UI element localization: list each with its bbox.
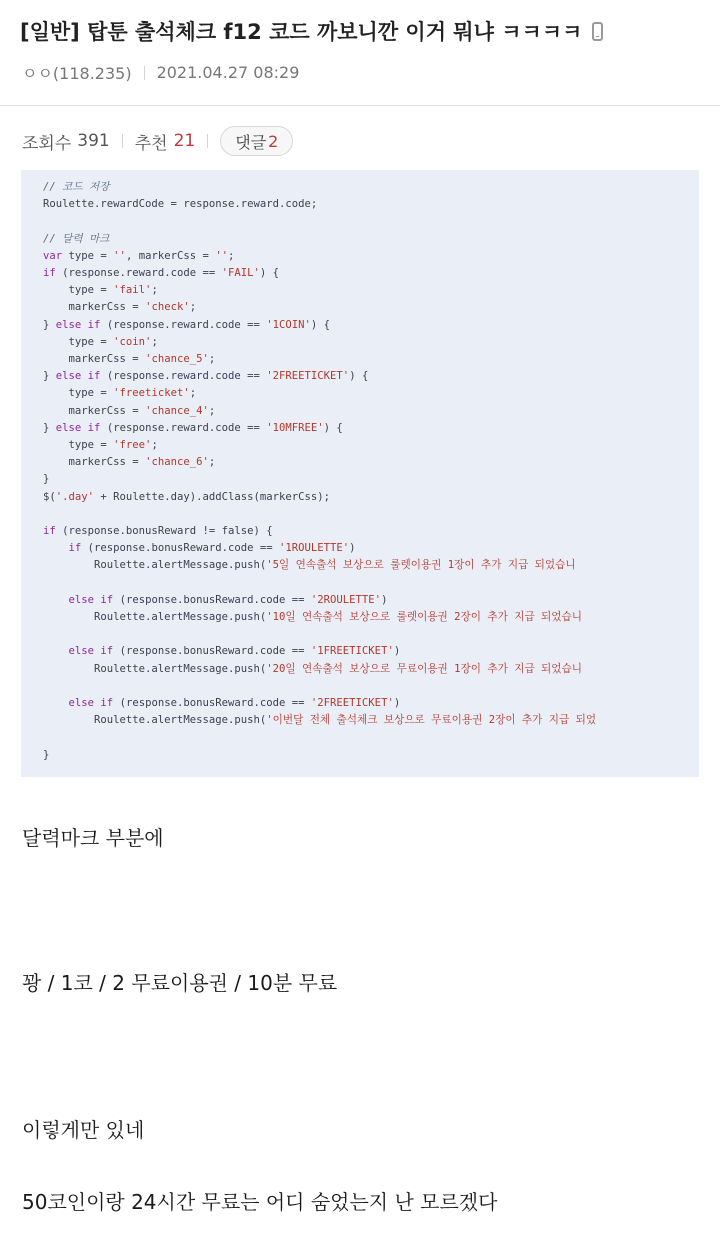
views-count: 391 (77, 131, 110, 151)
stats-divider (122, 134, 123, 148)
code-line: // 코드 저장 (43, 181, 110, 193)
recommend-label: 추천 (134, 133, 168, 154)
post-title (20, 16, 700, 46)
code-line: Roulette.alertMessage.push('10일 연속출석 보상으로 룰렛이용권 2장이 추가 지급 되었습니 (43, 611, 582, 624)
code-line (43, 506, 699, 523)
code-line (43, 213, 699, 230)
body-paragraph: 50코인이랑 24시간 무료는 어디 숨었는지 난 모르겠다 (22, 1190, 498, 1214)
code-line: else if (response.bonusReward.code == '2ROULETTE') (68, 593, 388, 606)
comments-label: 댓글 (235, 132, 267, 152)
code-screenshot (21, 170, 699, 777)
code-line: else if (response.bonusReward.code == '1FREETICKET') (68, 645, 401, 658)
code-line: Roulette.alertMessage.push('5일 연속출석 보상으로 룰렛이용권 1장이 추가 지급 되었습니 (43, 559, 576, 572)
code-line: if (response.bonusReward.code == '1ROULETTE') (68, 542, 356, 555)
code-line (43, 626, 699, 643)
code-line: var type = '', markerCss = ''; (43, 249, 235, 262)
body-paragraph: 꽝 / 1코 / 2 무료이용권 / 10분 무료 (22, 971, 338, 995)
code-line: } else if (response.reward.code == '2FREETICKET') { (43, 370, 369, 383)
code-line: Roulette.alertMessage.push('20일 연속출석 보상으로 무료이용권 1장이 추가 지급 되었습니 (43, 662, 582, 675)
code-line: markerCss = 'chance_4'; (43, 404, 216, 417)
mobile-phone-icon (592, 22, 603, 41)
code-line: } else if (response.reward.code == '10MFREE') { (43, 421, 343, 434)
post-title-text: [일반] 탑툰 출석체크 f12 코드 까보니깐 이거 뭐냐 ㅋㅋㅋㅋ (20, 20, 583, 44)
code-line: if (response.reward.code == 'FAIL') { (43, 267, 280, 279)
comments-button[interactable] (220, 126, 293, 156)
code-line: type = 'fail'; (43, 284, 158, 297)
body-paragraph: 달력마크 부분에 (22, 826, 164, 850)
code-line (43, 729, 699, 746)
code-line (43, 575, 699, 592)
post-stats (22, 126, 293, 156)
post-date: 2021.04.27 08:29 (156, 63, 300, 82)
code-line: markerCss = 'check'; (43, 301, 197, 314)
code-line: else if (response.bonusReward.code == '2FREETICKET') (68, 697, 401, 710)
post-meta (22, 61, 299, 84)
code-line: Roulette.alertMessage.push('이번달 전체 출석체크 보상으로 무료이용권 2장이 추가 지급 되었 (43, 714, 597, 727)
code-line: // 달력 마크 (43, 232, 110, 245)
header-divider (0, 105, 720, 106)
code-line: if (response.bonusReward != false) { (43, 525, 273, 538)
views-label: 조회수 (22, 133, 72, 154)
code-line: Roulette.rewardCode = response.reward.code; (43, 198, 318, 211)
code-block (43, 179, 699, 764)
code-line: markerCss = 'chance_6'; (43, 456, 216, 469)
body-paragraph: 이렇게만 있네 (22, 1118, 145, 1142)
code-line: type = 'coin'; (43, 335, 158, 348)
code-line: type = 'free'; (43, 439, 158, 452)
code-line: } (43, 473, 50, 486)
stats-divider (207, 134, 208, 148)
code-line: markerCss = 'chance_5'; (43, 353, 216, 366)
author-name[interactable]: ㅇㅇ(118.235) (22, 64, 132, 83)
meta-divider (144, 66, 145, 80)
code-line: } else if (response.reward.code == '1COIN') { (43, 318, 331, 331)
code-line: type = 'freeticket'; (43, 387, 197, 400)
recommend-count: 21 (173, 131, 196, 151)
comments-count: 2 (268, 131, 279, 151)
code-line (43, 678, 699, 695)
code-line: $('.day' + Roulette.day).addClass(markerCss); (43, 490, 331, 503)
code-line: } (43, 748, 50, 761)
